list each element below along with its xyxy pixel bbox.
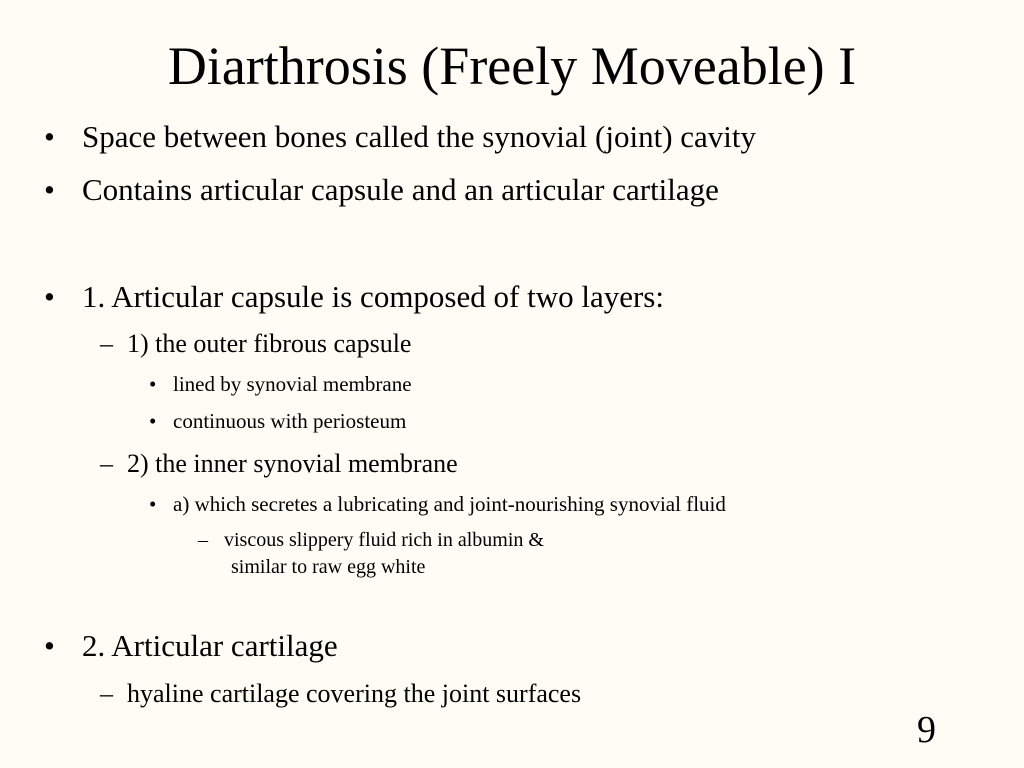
subsubitem-text: lined by synovial membrane xyxy=(173,372,412,396)
bullet-marker: • xyxy=(149,409,157,433)
bullet-marker: • xyxy=(149,492,157,516)
dash-marker: – xyxy=(198,529,208,551)
dash-marker: – xyxy=(100,329,113,358)
bullet-marker: • xyxy=(44,119,55,154)
subsubsubitem-text: viscous slippery fluid rich in albumin & xyxy=(224,529,544,551)
bullet-text: 1. Articular capsule is composed of two layers: xyxy=(82,279,664,314)
subsubsubitem-text-continued: similar to raw egg white xyxy=(231,556,426,578)
bullet-text: 2. Articular cartilage xyxy=(82,628,338,663)
subsubitem-text: a) which secretes a lubricating and joint-nourishing synovial fluid xyxy=(173,492,726,516)
subitem-text: 2) the inner synovial membrane xyxy=(127,449,458,478)
page-number: 9 xyxy=(917,709,936,751)
subitem-text: hyaline cartilage covering the joint surfaces xyxy=(127,679,582,708)
bullet-text: Space between bones called the synovial (joint) cavity xyxy=(82,119,757,154)
subsubitem-text: continuous with periosteum xyxy=(173,409,407,433)
bullet-marker: • xyxy=(44,628,55,663)
dash-marker: – xyxy=(100,679,113,708)
bullet-marker: • xyxy=(44,172,55,207)
bullet-marker: • xyxy=(44,279,55,314)
subitem-text: 1) the outer fibrous capsule xyxy=(127,329,412,358)
bullet-text: Contains articular capsule and an articular cartilage xyxy=(82,172,719,207)
bullet-marker: • xyxy=(149,372,157,396)
dash-marker: – xyxy=(100,449,113,478)
slide-title: Diarthrosis (Freely Moveable) I xyxy=(167,36,857,96)
